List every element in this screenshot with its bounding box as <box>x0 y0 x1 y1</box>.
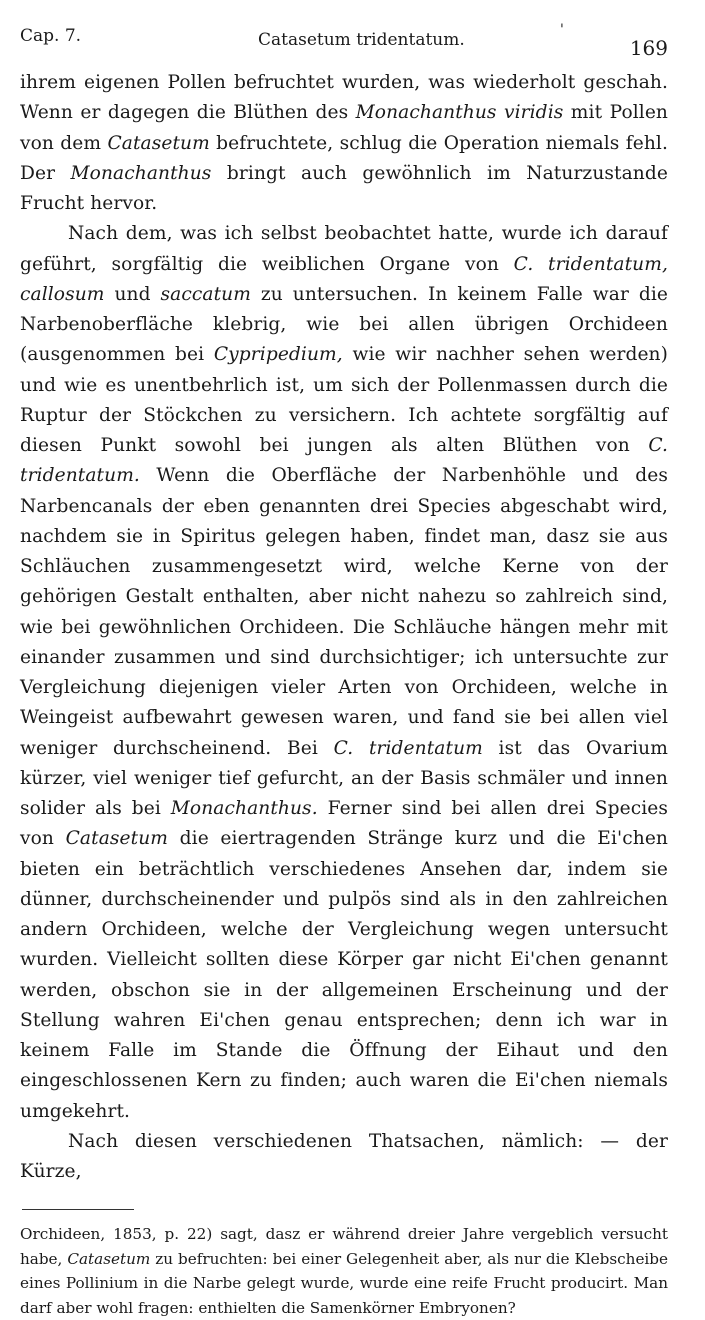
footnote <box>20 1222 668 1320</box>
text-run: mit Pollen von dem <box>20 102 669 154</box>
text-run: ihrem eigenen Pollen befruchtet wurden, was wiederholt geschah. Wenn er dagegen die Blüthen des <box>20 72 668 124</box>
paragraph <box>20 219 668 1127</box>
italic-term: Cypripedium, <box>213 344 343 366</box>
text-run: Orchideen, 1853, p. 22) sagt, dasz er während dreier Jahre vergeblich versucht habe, <box>20 1225 668 1268</box>
text-run: Nach diesen verschiedenen Thatsachen, nämlich: — der Kürze, <box>20 1130 668 1182</box>
text-run: wie wir nachher sehen werden) und wie es unentbehrlich ist, um sich der Pollenmassen durch die Ruptur der Stöckchen zu versichern. Ich achtete sorgfältig auf diesen Punkt sowohl bei jungen als alten Blüthen von <box>20 344 668 456</box>
paragraph <box>20 68 668 219</box>
footnote-divider <box>22 1209 134 1210</box>
italic-term: Monachanthus <box>70 162 212 184</box>
text-run: ist das Ovarium kürzer, viel weniger tief gefurcht, an der Basis schmäler und innen solider als bei <box>20 737 668 819</box>
text-run: zu untersuchen. In keinem Falle war die Narbenoberfläche klebrig, wie bei allen übrigen Orchideen (ausgenommen bei <box>20 283 669 366</box>
text-run: befruchtete, schlug die Operation niemals fehl. Der <box>20 132 668 184</box>
italic-term: Catasetum <box>67 1249 151 1268</box>
italic-term: Catasetum <box>107 132 210 154</box>
book-page <box>20 22 668 1320</box>
italic-term: Monachanthus. <box>170 798 318 819</box>
text-run: bringt auch gewöhnlich im Naturzustande Frucht hervor. <box>20 162 668 214</box>
running-header <box>20 22 668 68</box>
text-run: Wenn die Oberfläche der Narbenhöhle und des Narbencanals der eben genannten drei Species abgeschabt wird, nachdem sie in Spiritus gelegen haben, findet man, dasz sie aus Schläuchen zusammengesetzt wird, welche Kerne von der gehörigen Gestalt enthalten, aber nicht nahezu so zahlreich sind, wie bei gewöhnlichen Orchideen. Die Schläuche hängen mehr mit einander zusammen und sind durchsichtiger; ich untersuchte zur Vergleichung diejenigen vieler Arten von Orchideen, welche in Weingeist aufbewahrt gewesen waren, und fand sie bei allen viel weniger durchscheinend. Bei <box>20 465 668 759</box>
chapter-label: Cap. 7. <box>20 26 82 46</box>
italic-term: C. tridentatum, callosum <box>20 253 668 305</box>
italic-term: C. tridentatum. <box>20 435 668 487</box>
body-text <box>20 68 668 1187</box>
text-run: Ferner sind bei allen drei Species von <box>20 798 669 850</box>
page-number: 169 <box>629 36 668 60</box>
stray-mark: ' <box>560 22 564 38</box>
italic-term: Monachanthus viridis <box>355 102 564 124</box>
text-run: die eiertragenden Stränge kurz und die Ei'chen bieten ein beträchtlich verschiedenes Ansehen dar, indem sie dünner, durchscheinender und pulpös sind als in den zahlreichen andern Orchideen, welche der Vergleichung wegen untersucht wurden. Vielleicht sollten diese Körper gar nicht Ei'chen genannt werden, obschon sie in der allgemeinen Erscheinung und der Stellung wahren Ei'chen genau entsprechen; denn ich war in keinem Falle im Stande die Öffnung der Eihaut und den eingeschlossenen Kern zu finden; auch waren die Ei'chen niemals umgekehrt. <box>20 828 668 1122</box>
text-run: und <box>104 283 161 305</box>
footnote-text <box>20 1222 668 1320</box>
italic-term: saccatum <box>160 283 251 305</box>
italic-term: Catasetum <box>65 828 169 850</box>
text-run: zu befruchten: bei einer Gelegenheit aber, als nur die Klebscheibe eines Pollinium in die Narbe gelegt wurde, wurde eine reife Frucht producirt. Man darf aber wohl fragen: enthielten die Samenkörner Embryonen? <box>20 1249 668 1317</box>
paragraph <box>20 1127 668 1188</box>
italic-term: C. tridentatum <box>333 737 483 759</box>
text-run: Nach dem, was ich selbst beobachtet hatte, wurde ich darauf geführt, sorgfältig die weiblichen Organe von <box>20 223 668 275</box>
running-title: Catasetum tridentatum. <box>258 30 465 50</box>
